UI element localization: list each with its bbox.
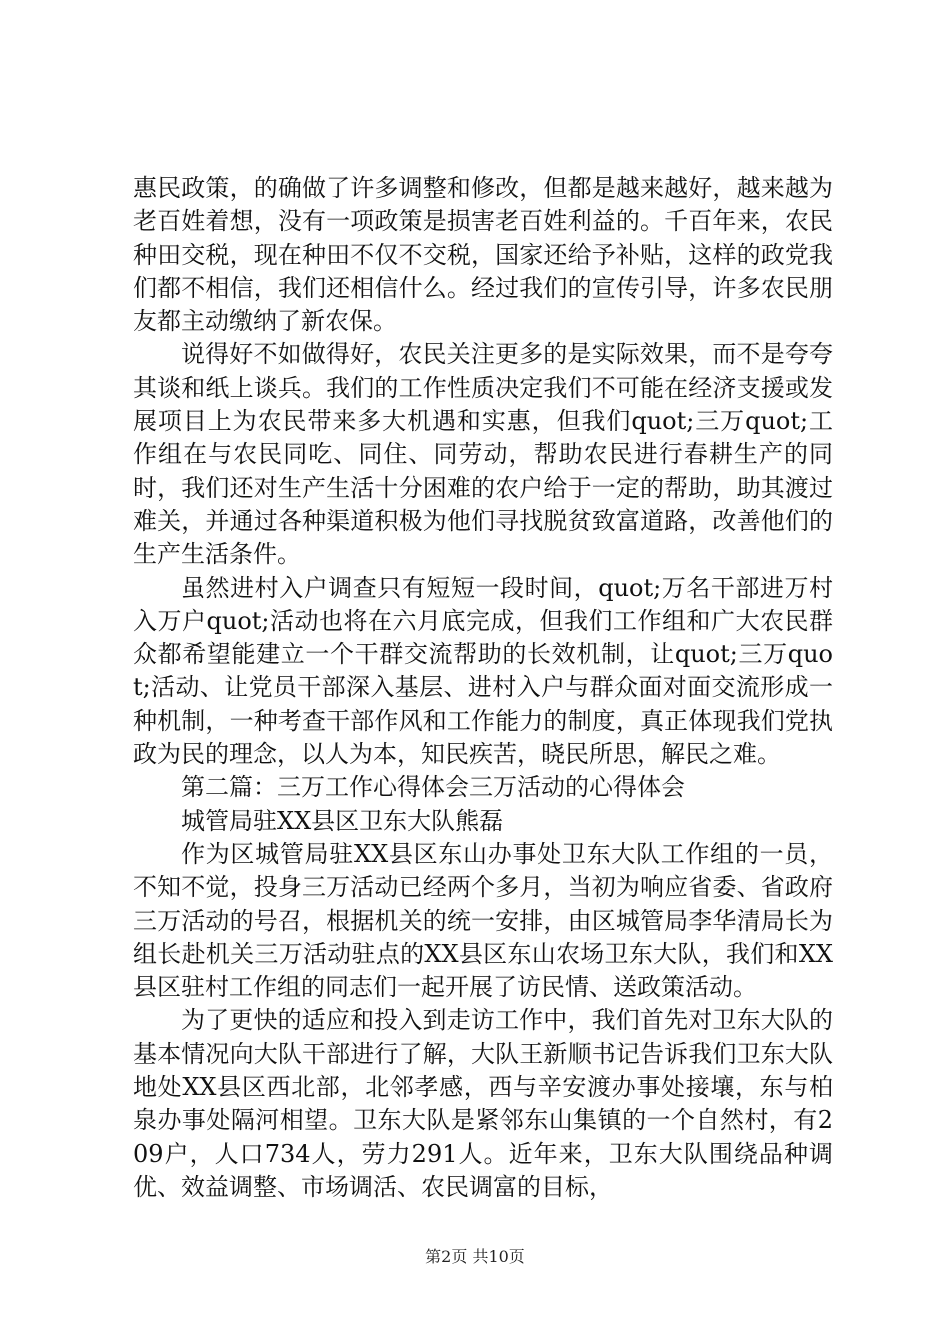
section-heading: 第二篇：三万工作心得体会三万活动的心得体会 bbox=[181, 773, 685, 802]
paragraph-continuation: 惠民政策，的确做了许多调整和修改，但都是越来越好，越来越为老百姓着想，没有一项政策是损害老百姓利益的。千百年来，农民种田交税，现在种田不仅不交税，国家还给予补贴，这样的政党我们都不相信，我们还相信什么。经过我们的宣传引导，许多农民朋友都主动缴纳了新农保。 bbox=[133, 174, 833, 336]
author-line: 城管局驻XX县区卫东大队熊磊 bbox=[181, 806, 504, 835]
page-footer: 第2页 共10页 bbox=[425, 1247, 525, 1266]
paragraph: 虽然进村入户调查只有短短一段时间，quot;万名干部进万村入万户quot;活动也将在六月底完成，但我们工作组和广大农民群众都希望能建立一个干群交流帮助的长效机制，让quot;三万quot;活动、让党员干部深入基层、进村入户与群众面对面交流形成一种机制，一种考查干部作风和工作能力的制度，真正体现我们党执政为民的理念，以人为本，知民疾苦，晓民所思，解民之难。 bbox=[133, 573, 833, 769]
paragraph: 作为区城管局驻XX县区东山办事处卫东大队工作组的一员，不知不觉，投身三万活动已经两个多月，当初为响应省委、省政府三万活动的号召，根据机关的统一安排，由区城管局李华清局长为组长赴机关三万活动驻点的XX县区东山农场卫东大队，我们和XX县区驻村工作组的同志们一起开展了访民情、送政策活动。 bbox=[133, 839, 833, 1002]
paragraph: 说得好不如做得好，农民关注更多的是实际效果，而不是夸夸其谈和纸上谈兵。我们的工作性质决定我们不可能在经济支援或发展项目上为农民带来多大机遇和实惠，但我们quot;三万quot;工作组在与农民同吃、同住、同劳动，帮助农民进行春耕生产的同时，我们还对生产生活十分困难的农户给于一定的帮助，助其渡过难关，并通过各种渠道积极为他们寻找脱贫致富道路，改善他们的生产生活条件。 bbox=[133, 340, 833, 569]
paragraph: 为了更快的适应和投入到走访工作中，我们首先对卫东大队的基本情况向大队干部进行了解，大队王新顺书记告诉我们卫东大队地处XX县区西北部，北邻孝感，西与辛安渡办事处接壤，东与柏泉办事处隔河相望。卫东大队是紧邻东山集镇的一个自然村，有209户，人口734人，劳力291人。近年来，卫东大队围绕品种调优、效益调整、市场调活、农民调富的目标， bbox=[133, 1006, 833, 1201]
document-body bbox=[133, 172, 833, 1204]
